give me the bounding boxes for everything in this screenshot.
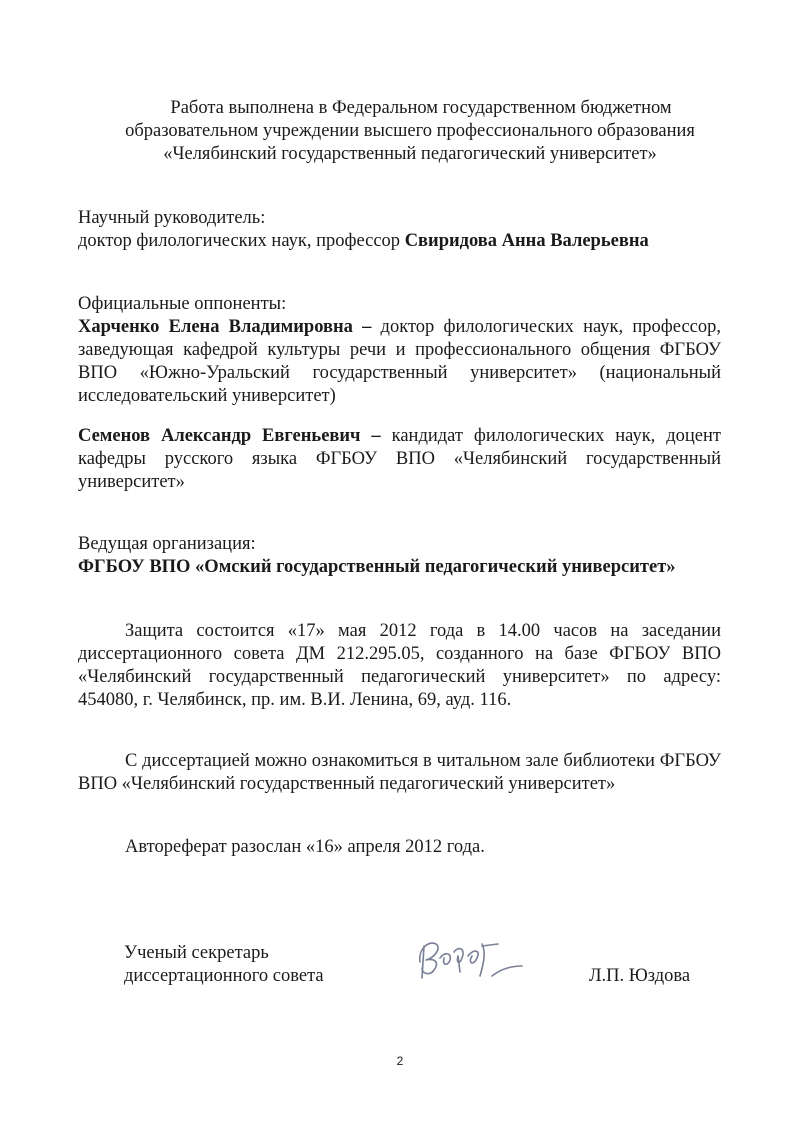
secretary-name: Л.П. Юздова bbox=[589, 966, 691, 986]
handwritten-signature bbox=[410, 932, 528, 990]
opponents-section bbox=[78, 293, 721, 494]
leading-org-name: ФГБОУ ВПО «Омский государственный педагогический университет» bbox=[78, 557, 676, 577]
library-paragraph: С диссертацией можно ознакомиться в читальном зале библиотеки ФГБОУ ВПО «Челябинский государственный педагогический университет» bbox=[78, 751, 721, 794]
supervisor-label: Научный руководитель: bbox=[78, 208, 266, 228]
opponent-details: доктор филологических наук, профессор, заведующая кафедрой культуры речи и профессионального общения ФГБОУ ВПО «Южно-Уральский государственный университет» (национальный исследовательский университет) bbox=[78, 317, 721, 406]
leading-org-section bbox=[78, 533, 721, 579]
opponent-name: Харченко Елена Владимировна – bbox=[78, 317, 372, 337]
supervisor-name: Свиридова Анна Валерьевна bbox=[404, 231, 649, 251]
opponent-name: Семенов Александр Евгеньевич – bbox=[78, 426, 381, 446]
supervisor-section bbox=[78, 207, 721, 253]
opponent-details: кандидат филологических наук, доцент кафедры русского языка ФГБОУ ВПО «Челябинский государственный университет» bbox=[78, 426, 721, 492]
opponent-entry bbox=[78, 316, 721, 408]
supervisor-title: доктор филологических наук, профессор bbox=[78, 231, 405, 251]
header-line-2: образовательном учреждении высшего профессионального образования bbox=[125, 121, 695, 141]
secretary-role-line-1: Ученый секретарь bbox=[124, 943, 269, 963]
secretary-role bbox=[124, 942, 324, 988]
supervisor-line bbox=[78, 230, 721, 253]
page-number: 2 bbox=[396, 1054, 404, 1068]
header-line-1: Работа выполнена в Федеральном государственном бюджетном bbox=[170, 98, 672, 118]
opponents-label: Официальные оппоненты: bbox=[78, 294, 287, 314]
header-line-3: «Челябинский государственный педагогический университет» bbox=[163, 144, 657, 164]
opponent-entry bbox=[78, 425, 721, 494]
sent-date-paragraph: Автореферат разослан «16» апреля 2012 года. bbox=[125, 837, 485, 857]
leading-org-label: Ведущая организация: bbox=[78, 534, 256, 554]
institution-header bbox=[100, 97, 720, 166]
defense-paragraph: Защита состоится «17» мая 2012 года в 14.00 часов на заседании диссертационного совета ДМ 212.295.05, созданного на базе ФГБОУ ВПО «Челябинский государственный педагогический университет» по адресу: 454080, г. Челябинск, пр. им. В.И. Ленина, 69, ауд. 116. bbox=[78, 621, 721, 710]
secretary-role-line-2: диссертационного совета bbox=[124, 966, 324, 986]
